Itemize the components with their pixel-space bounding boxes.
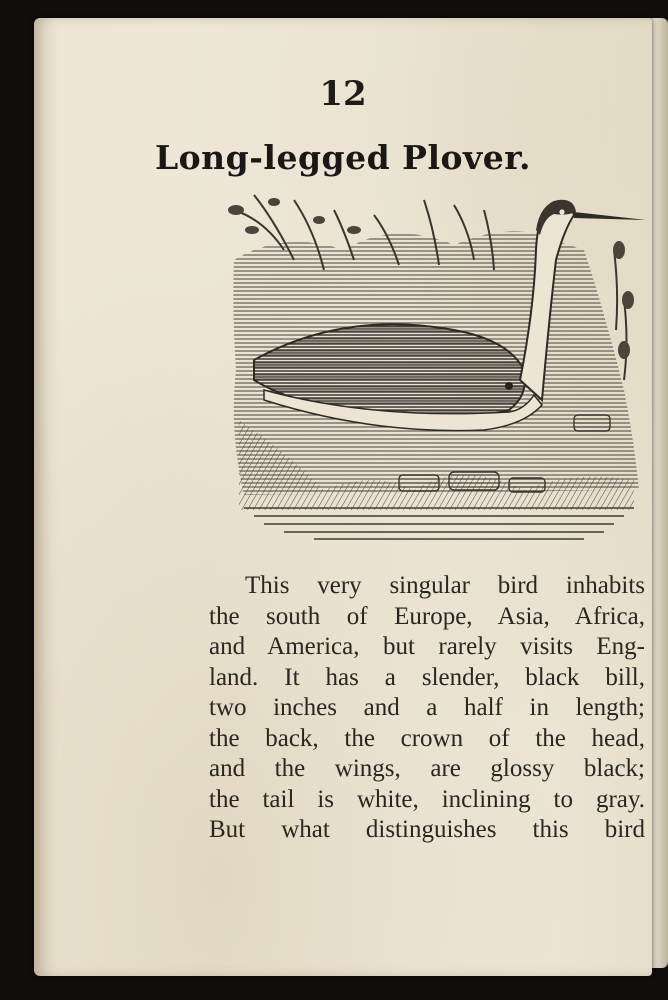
text-line: the south of Europe, Asia, Africa, bbox=[209, 602, 645, 630]
page-number: 12 bbox=[319, 74, 367, 114]
plover-woodcut-icon bbox=[224, 190, 648, 546]
book-page bbox=[34, 18, 652, 976]
text-line: the tail is white, inclining to gray. bbox=[209, 785, 645, 813]
text-line: and the wings, are glossy black; bbox=[209, 755, 645, 782]
text-line: land. It has a slender, black bill, bbox=[209, 663, 645, 691]
body-text bbox=[209, 571, 645, 846]
text-line: This very singular bird inhabits bbox=[245, 572, 645, 599]
text-line: But what distinguishes this bird bbox=[209, 816, 645, 843]
page-title: Long-legged Plover. bbox=[154, 138, 532, 177]
text-line: the back, the crown of the head, bbox=[209, 724, 645, 752]
text-line: and America, but rarely visits Eng- bbox=[209, 633, 645, 660]
text-line: two inches and a half in length; bbox=[209, 694, 645, 721]
